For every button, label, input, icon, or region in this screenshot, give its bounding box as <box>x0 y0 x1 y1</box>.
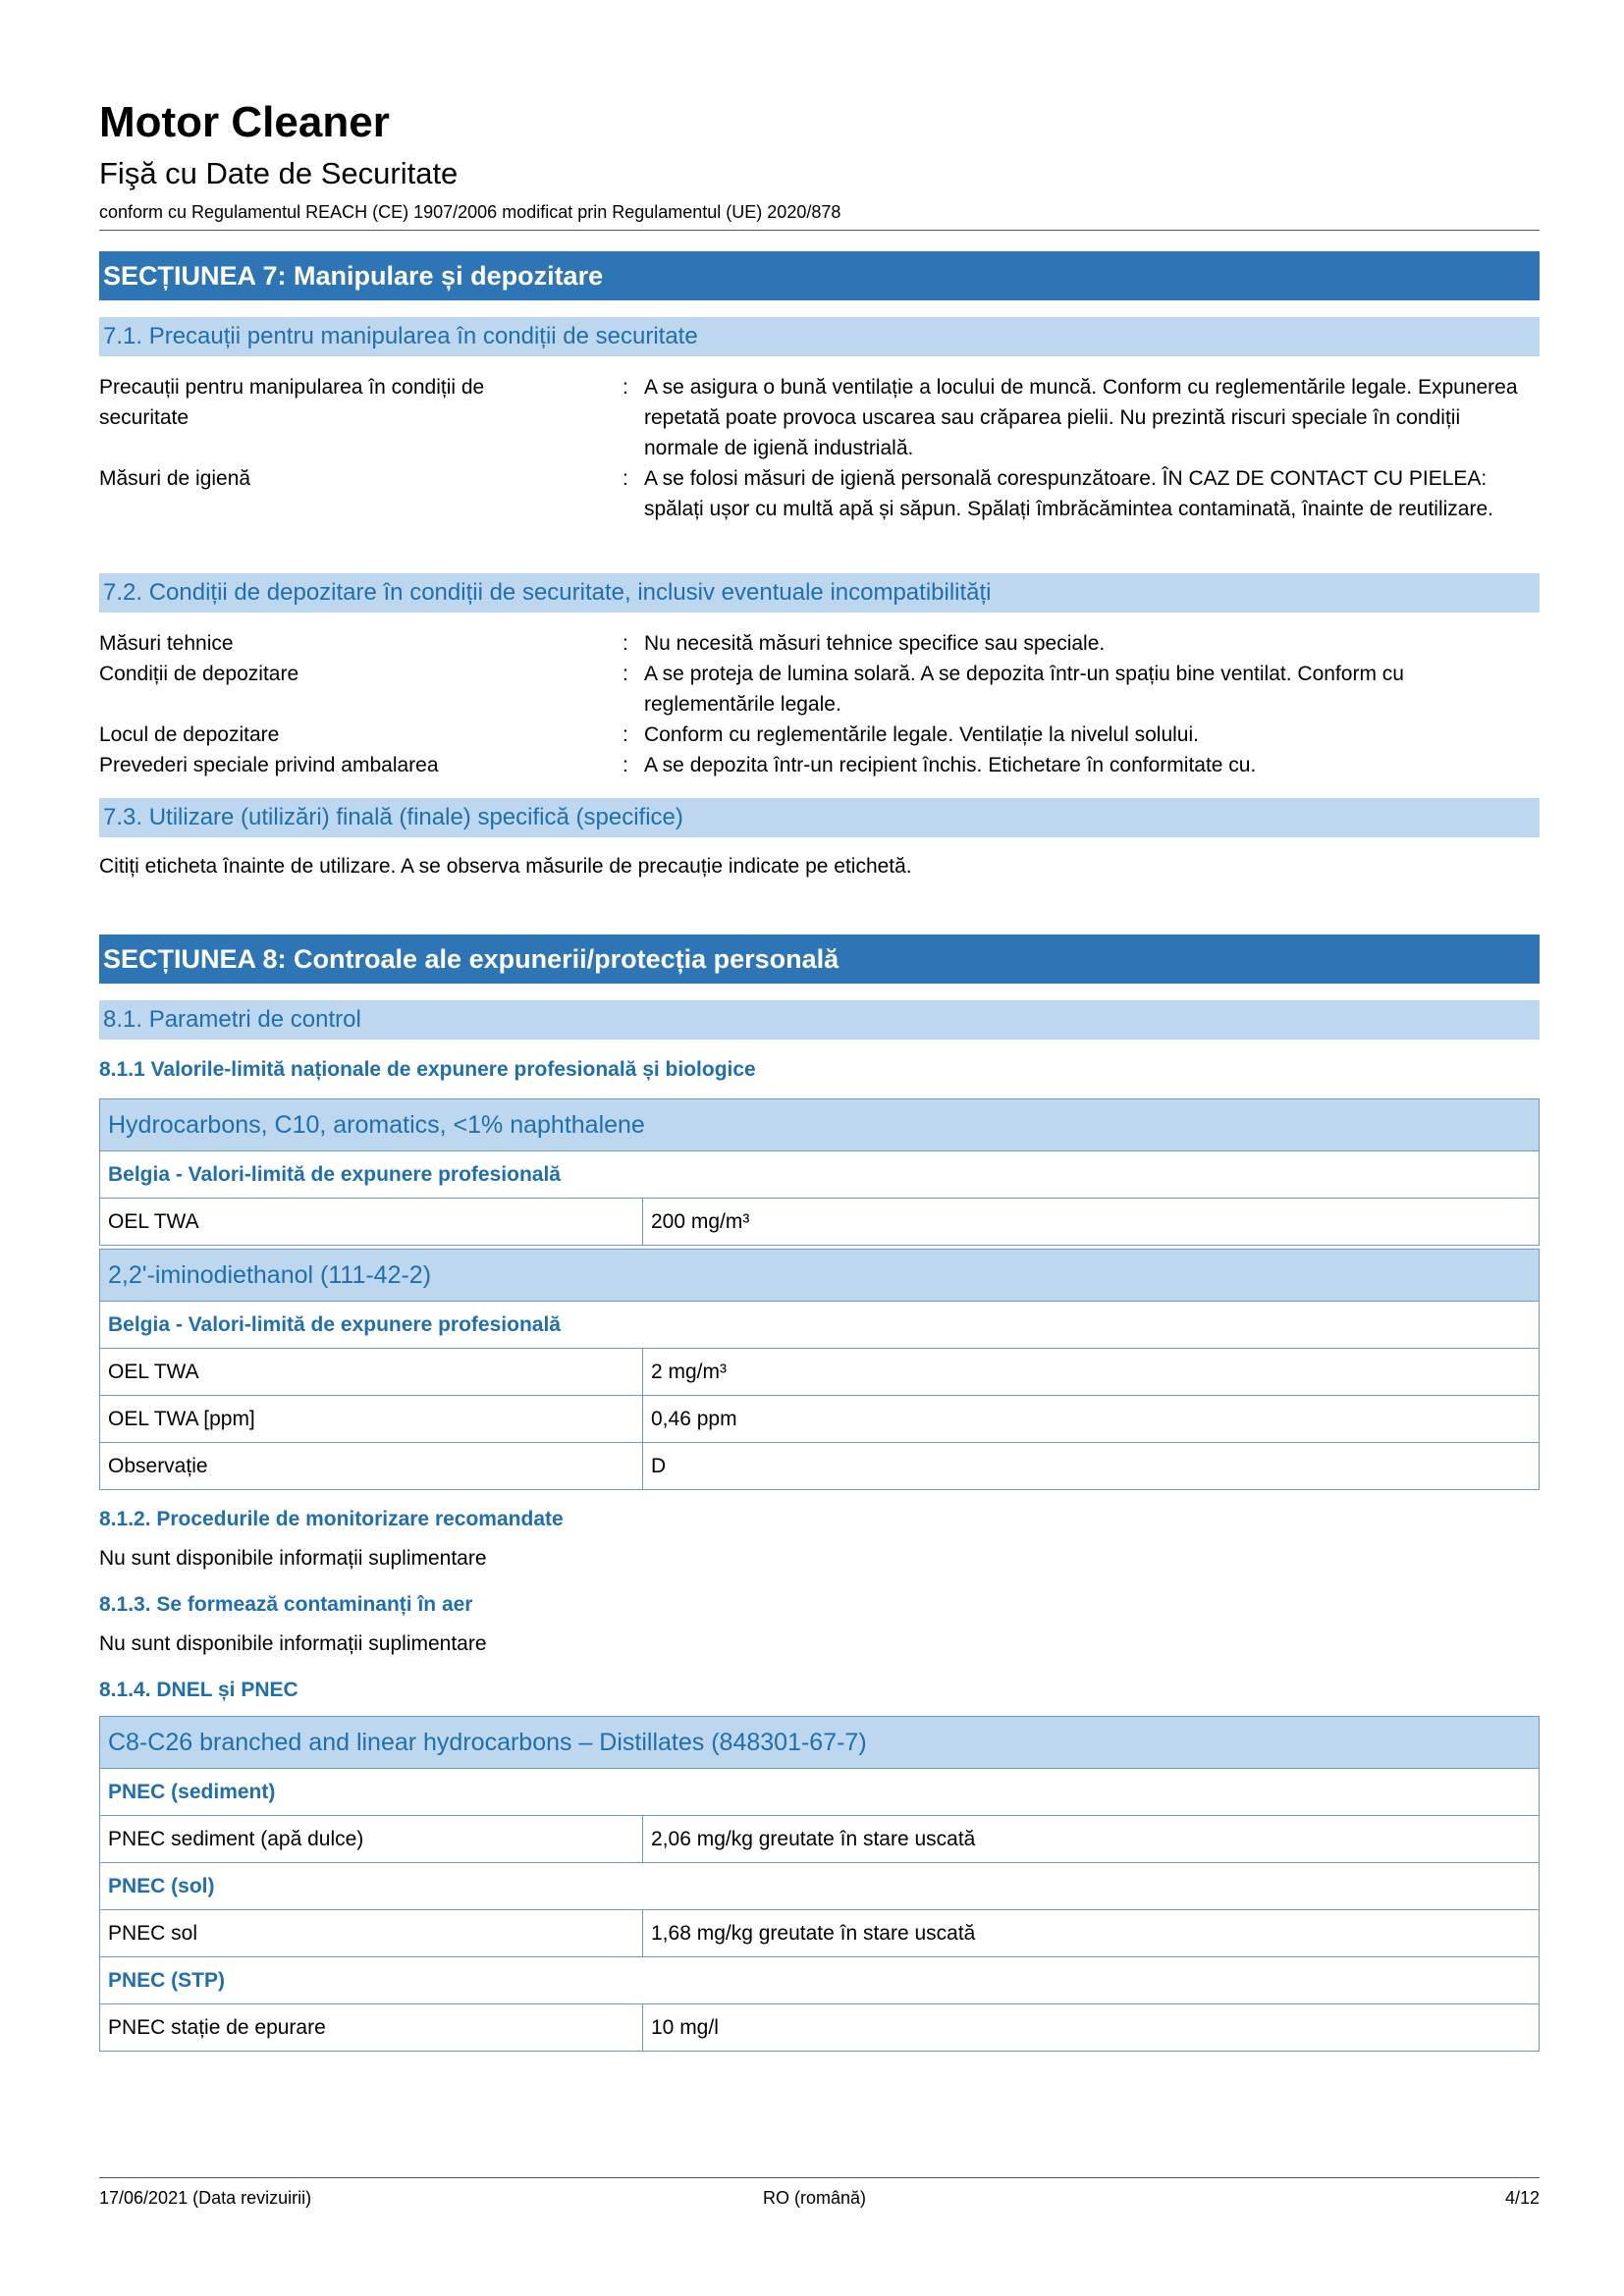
kv-colon: : <box>623 663 628 685</box>
param-value: 1,68 mg/kg greutate în stare uscată <box>643 1910 1540 1957</box>
param-name: Observație <box>100 1443 643 1490</box>
kv-value: A se proteja de lumina solară. A se depozita într-un spațiu bine ventilat. Conform cu reglementările legale. <box>644 663 1404 716</box>
kv-colon: : <box>623 754 628 776</box>
kv-value: Nu necesită măsuri tehnice specifice sau speciale. <box>644 632 1106 655</box>
param-value: 10 mg/l <box>643 2004 1540 2052</box>
language-label: RO (română) <box>763 2188 867 2208</box>
page-number: 4/12 <box>1504 2188 1540 2208</box>
exposure-table-iminodiethanol <box>99 1249 1540 1490</box>
section-8-heading: SECȚIUNEA 8: Controale ale expunerii/protecția personală <box>99 934 1540 984</box>
limit-source: Belgia - Valori-limită de expunere profesională <box>100 1302 1540 1349</box>
param-value: 200 mg/m³ <box>643 1199 1540 1246</box>
exposure-table-hydrocarbons <box>99 1098 1540 1246</box>
section-7-3-text: Citiți eticheta înainte de utilizare. A se observa măsurile de precauție indicate pe etichetă. <box>99 855 912 878</box>
table-row <box>100 1396 1540 1443</box>
regulation-note: conform cu Regulamentul REACH (CE) 1907/2006 modificat prin Regulamentul (UE) 2020/878 <box>99 202 841 222</box>
kv-colon: : <box>623 376 628 399</box>
table-row <box>100 1443 1540 1490</box>
section-8-1-3-text: Nu sunt disponibile informații suplimentare <box>99 1632 487 1655</box>
pnec-group: PNEC (sol) <box>100 1863 1540 1910</box>
param-name: PNEC sediment (apă dulce) <box>100 1816 643 1863</box>
section-8-1-2-heading: 8.1.2. Procedurile de monitorizare recomandate <box>99 1508 564 1530</box>
kv-row <box>99 628 1540 659</box>
substance-name: Hydrocarbons, C10, aromatics, <1% naphthalene <box>100 1099 1540 1151</box>
substance-name: 2,2'-iminodiethanol (111-42-2) <box>100 1250 1540 1302</box>
section-7-2-heading: 7.2. Condiții de depozitare în condiții de securitate, inclusiv eventuale incompatibilități <box>99 573 1540 613</box>
param-name: OEL TWA <box>100 1199 643 1246</box>
section-8-1-1-heading: 8.1.1 Valorile-limită naționale de expunere profesională și biologice <box>99 1058 756 1081</box>
pnec-table <box>99 1716 1540 2052</box>
param-value: 2,06 mg/kg greutate în stare uscată <box>643 1816 1540 1863</box>
revision-date: 17/06/2021 (Data revizuirii) <box>99 2188 312 2208</box>
section-7-1-heading: 7.1. Precauții pentru manipularea în condiții de securitate <box>99 317 1540 356</box>
section-8-1-2-text: Nu sunt disponibile informații suplimentare <box>99 1547 487 1570</box>
document-subtitle: Fişă cu Date de Securitate <box>99 156 459 190</box>
table-row <box>100 1816 1540 1863</box>
table-row <box>100 1199 1540 1246</box>
limit-source: Belgia - Valori-limită de expunere profesională <box>100 1151 1540 1199</box>
table-row <box>100 2004 1540 2052</box>
product-title: Motor Cleaner <box>99 98 390 146</box>
pnec-group: PNEC (STP) <box>100 1957 1540 2004</box>
kv-row <box>99 463 1540 555</box>
param-value: 2 mg/m³ <box>643 1349 1540 1396</box>
kv-colon: : <box>623 467 628 490</box>
kv-value: Conform cu reglementările legale. Ventilație la nivelul solului. <box>644 723 1199 746</box>
pnec-group: PNEC (sediment) <box>100 1769 1540 1816</box>
kv-row <box>99 372 1540 463</box>
kv-label: Precauții pentru manipularea în condiții de securitate <box>99 376 485 429</box>
section-8-1-heading: 8.1. Parametri de control <box>99 1000 1540 1040</box>
section-7-heading: SECȚIUNEA 7: Manipulare și depozitare <box>99 251 1540 300</box>
table-row <box>100 1349 1540 1396</box>
param-value: D <box>643 1443 1540 1490</box>
section-8-1-4-heading: 8.1.4. DNEL și PNEC <box>99 1679 298 1701</box>
kv-row <box>99 659 1540 720</box>
kv-row <box>99 720 1540 750</box>
kv-value: A se depozita într-un recipient închis. Etichetare în conformitate cu. <box>644 754 1257 776</box>
kv-row <box>99 750 1540 780</box>
kv-label: Măsuri tehnice <box>99 632 234 655</box>
header-divider <box>99 230 1540 231</box>
kv-label: Măsuri de igienă <box>99 467 251 490</box>
kv-label: Locul de depozitare <box>99 723 280 746</box>
kv-value: A se asigura o bună ventilație a locului de muncă. Conform cu reglementările legale. Expunerea repetată poate provoca uscarea sau crăparea pielii. Nu prezintă riscuri speciale în condiții normale de igienă industrială. <box>644 376 1518 459</box>
kv-value: A se folosi măsuri de igienă personală corespunzătoare. ÎN CAZ DE CONTACT CU PIELEA: spălați ușor cu multă apă și săpun. Spălați îmbrăcămintea contaminată, înainte de reutilizare. <box>644 467 1493 520</box>
param-value: 0,46 ppm <box>643 1396 1540 1443</box>
kv-label: Prevederi speciale privind ambalarea <box>99 754 439 776</box>
param-name: OEL TWA [ppm] <box>100 1396 643 1443</box>
kv-colon: : <box>623 723 628 746</box>
section-8-1-3-heading: 8.1.3. Se formează contaminanți în aer <box>99 1593 473 1616</box>
section-7-3-heading: 7.3. Utilizare (utilizări) finală (finale) specifică (specifice) <box>99 798 1540 837</box>
param-name: OEL TWA <box>100 1349 643 1396</box>
param-name: PNEC stație de epurare <box>100 2004 643 2052</box>
substance-name: C8-C26 branched and linear hydrocarbons – Distillates (848301-67-7) <box>100 1717 1540 1769</box>
footer-divider <box>99 2177 1540 2178</box>
kv-label: Condiții de depozitare <box>99 663 299 685</box>
kv-colon: : <box>623 632 628 655</box>
param-name: PNEC sol <box>100 1910 643 1957</box>
table-row <box>100 1910 1540 1957</box>
